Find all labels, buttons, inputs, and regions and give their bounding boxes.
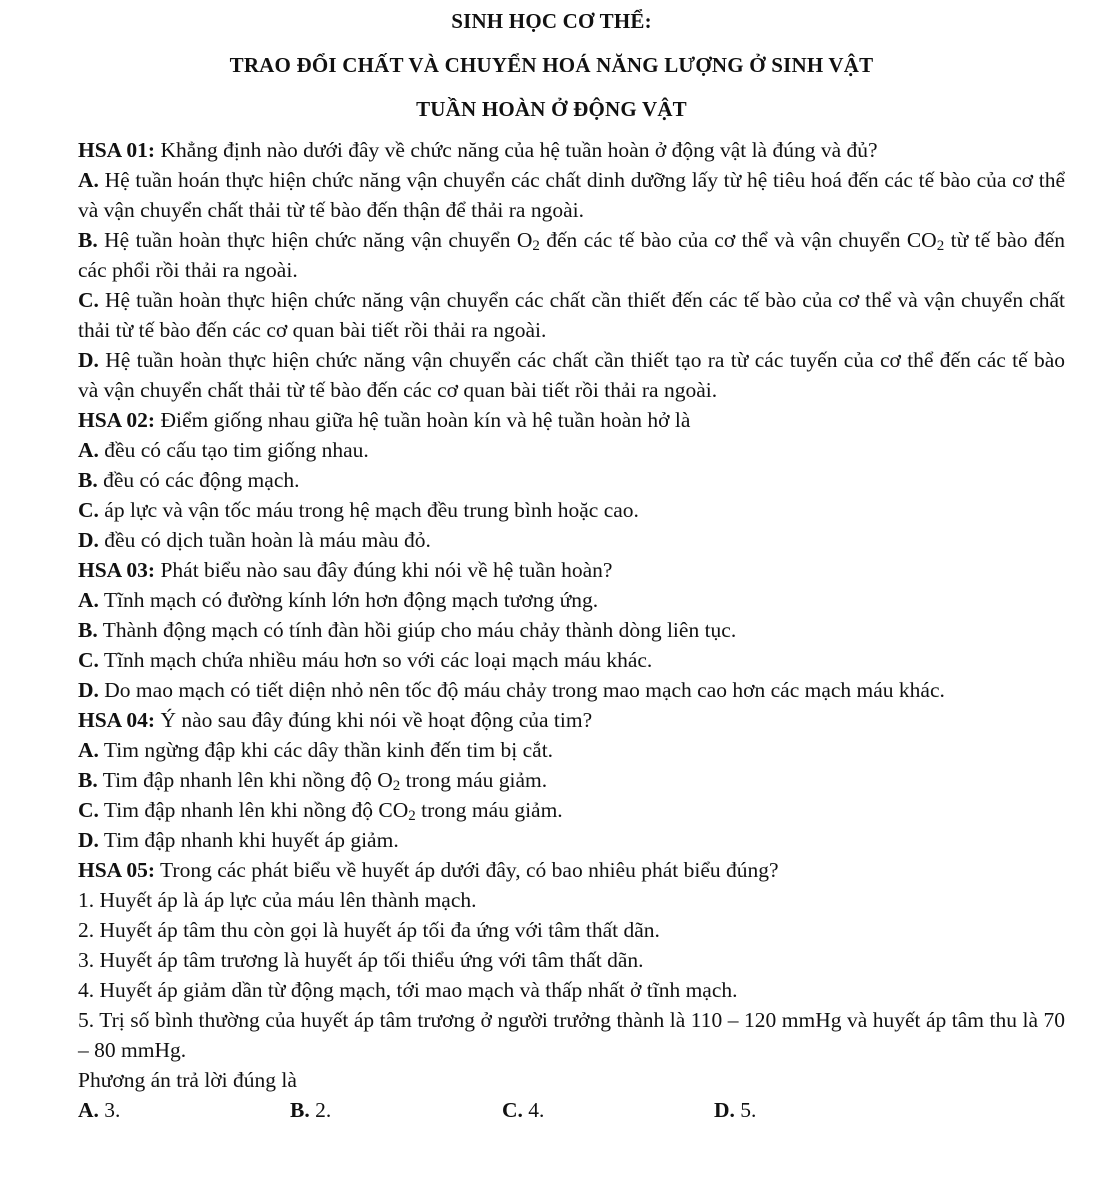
option-label: A. [78, 588, 99, 612]
subscript: 2 [936, 238, 945, 254]
option-text: Hệ tuần hoàn thực hiện chức năng vận chuyển các chất cần thiết tạo ra từ các tuyến của cơ thể đến các tế bào và vận chuyển chất thải từ tế bào đến các cơ quan bài tiết rồi thải ra ngoài. [78, 348, 1065, 402]
option-text: Tim đập nhanh lên khi nồng độ O [97, 768, 393, 792]
answer-prompt: Phương án trả lời đúng là [78, 1068, 297, 1092]
option-text: đến các tế bào của cơ thể và vận chuyển CO [539, 228, 937, 252]
option-label: B. [290, 1098, 310, 1122]
option-d [714, 1095, 926, 1125]
statement-4: 4. Huyết áp giảm dần từ động mạch, tới mao mạch và thấp nhất ở tĩnh mạch. [78, 978, 738, 1002]
option-text: Do mao mạch có tiết diện nhỏ nên tốc độ máu chảy trong mao mạch cao hơn các mạch máu khác. [98, 678, 945, 702]
question-stem [78, 855, 1065, 885]
option-text: áp lực và vận tốc máu trong hệ mạch đều trung bình hoặc cao. [98, 498, 639, 522]
option-text: 4. [522, 1098, 545, 1122]
option-label: D. [78, 528, 99, 552]
question-text: Khẳng định nào dưới đây về chức năng của hệ tuần hoàn ở động vật là đúng và đủ? [155, 138, 878, 162]
option-a [78, 165, 1065, 225]
option-d [78, 825, 1065, 855]
option-label: D. [78, 348, 99, 372]
option-c [502, 1095, 714, 1125]
answer-options [78, 1095, 1065, 1125]
option-label: D. [78, 678, 99, 702]
option-label: B. [78, 228, 98, 252]
option-d [78, 525, 1065, 555]
question-2 [78, 405, 1065, 555]
option-c [78, 645, 1065, 675]
question-stem [78, 705, 1065, 735]
option-d [78, 675, 1065, 705]
option-label: D. [78, 828, 99, 852]
subscript: 2 [392, 778, 401, 794]
option-text: Tim đập nhanh khi huyết áp giảm. [98, 828, 399, 852]
statement-1: 1. Huyết áp là áp lực của máu lên thành mạch. [78, 888, 477, 912]
option-label: B. [78, 468, 98, 492]
subscript: 2 [408, 808, 416, 824]
question-3 [78, 555, 1065, 705]
option-text: 3. [98, 1098, 121, 1122]
option-text: Hệ tuần hoán thực hiện chức năng vận chuyển các chất dinh dưỡng lấy từ hệ tiêu hoá đến các tế bào của cơ thể và vận chuyển chất thải từ tế bào đến thận để thải ra ngoài. [78, 168, 1065, 222]
question-stem [78, 555, 1065, 585]
question-1 [78, 135, 1065, 405]
option-label: A. [78, 168, 99, 192]
statement-5: 5. Trị số bình thường của huyết áp tâm trương ở người trưởng thành là 110 – 120 mmHg và huyết áp tâm thu là 70 – 80 mmHg. [78, 1008, 1065, 1062]
option-text: 2. [309, 1098, 332, 1122]
option-text: Hệ tuần hoàn thực hiện chức năng vận chuyển các chất cần thiết đến các tế bào của cơ thể và vận chuyển chất thải từ tế bào đến các cơ quan bài tiết rồi thải ra ngoài. [78, 288, 1065, 342]
option-label: C. [78, 798, 99, 822]
question-stem [78, 135, 1065, 165]
question-stem [78, 405, 1065, 435]
question-text: Điểm giống nhau giữa hệ tuần hoàn kín và hệ tuần hoàn hở là [155, 408, 691, 432]
option-label: C. [78, 498, 99, 522]
option-text: trong máu giảm. [400, 768, 548, 792]
subscript: 2 [532, 238, 540, 254]
option-d [78, 345, 1065, 405]
option-text: Thành động mạch có tính đàn hồi giúp cho máu chảy thành dòng liên tục. [97, 618, 737, 642]
heading-section: TUẦN HOÀN Ở ĐỘNG VẬT [416, 97, 687, 121]
option-c [78, 795, 1065, 825]
option-label: C. [78, 288, 99, 312]
option-c [78, 285, 1065, 345]
option-label: A. [78, 1098, 99, 1122]
question-label: HSA 03: [78, 558, 156, 582]
option-a [78, 435, 1065, 465]
option-b [78, 615, 1065, 645]
question-text: Trong các phát biểu về huyết áp dưới đây, có bao nhiêu phát biểu đúng? [155, 858, 779, 882]
option-label: A. [78, 738, 99, 762]
option-a [78, 1095, 290, 1125]
statement-2: 2. Huyết áp tâm thu còn gọi là huyết áp tối đa ứng với tâm thất dãn. [78, 918, 660, 942]
question-label: HSA 04: [78, 708, 156, 732]
option-text: trong máu giảm. [415, 798, 563, 822]
option-label: C. [502, 1098, 523, 1122]
option-c [78, 495, 1065, 525]
question-label: HSA 02: [78, 408, 156, 432]
option-text: Hệ tuần hoàn thực hiện chức năng vận chuyển O [97, 228, 533, 252]
option-label: B. [78, 768, 98, 792]
option-b [78, 465, 1065, 495]
statement-3: 3. Huyết áp tâm trương là huyết áp tối thiểu ứng với tâm thất dãn. [78, 948, 644, 972]
option-a [78, 735, 1065, 765]
option-label: A. [78, 438, 99, 462]
option-text: 5. [734, 1098, 757, 1122]
option-text: Tĩnh mạch chứa nhiều máu hơn so với các loại mạch máu khác. [98, 648, 653, 672]
question-text: Phát biểu nào sau đây đúng khi nói về hệ tuần hoàn? [155, 558, 613, 582]
option-b [78, 225, 1065, 285]
option-label: C. [78, 648, 99, 672]
option-text: từ tế bào đến các phổi rồi thải ra ngoài. [78, 228, 1065, 282]
option-text: Tim ngừng đập khi các dây thần kinh đến tim bị cắt. [98, 738, 554, 762]
option-b [78, 765, 1065, 795]
option-label: B. [78, 618, 98, 642]
option-text: đều có các động mạch. [97, 468, 300, 492]
question-label: HSA 05: [78, 858, 156, 882]
heading-chapter: SINH HỌC CƠ THỂ: [451, 9, 652, 33]
question-4 [78, 705, 1065, 855]
option-text: đều có dịch tuần hoàn là máu màu đỏ. [98, 528, 431, 552]
option-label: D. [714, 1098, 735, 1122]
option-a [78, 585, 1065, 615]
option-text: Tim đập nhanh lên khi nồng độ CO [98, 798, 409, 822]
option-b [290, 1095, 502, 1125]
heading-topic: TRAO ĐỔI CHẤT VÀ CHUYỂN HOÁ NĂNG LƯỢNG Ở SINH VẬT [229, 53, 874, 77]
question-text: Ý nào sau đây đúng khi nói về hoạt động của tim? [155, 708, 593, 732]
option-text: đều có cấu tạo tim giống nhau. [98, 438, 369, 462]
question-label: HSA 01: [78, 138, 156, 162]
option-text: Tĩnh mạch có đường kính lớn hơn động mạch tương ứng. [98, 588, 599, 612]
question-5 [78, 855, 1065, 1125]
